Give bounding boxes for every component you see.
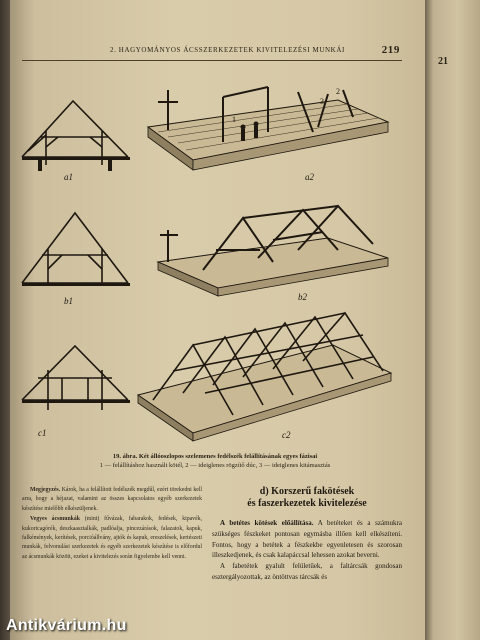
watermark-logo: Antikvárium.hu [6, 617, 127, 634]
figure-c2-assembly [133, 305, 395, 445]
figure-a1-truss [18, 95, 133, 180]
right-paragraph-1-lead: A betétes kötések előállítása. [220, 519, 314, 527]
figure-label-b2: b2 [298, 292, 307, 302]
edge-page-number: 21 [438, 56, 448, 67]
section-heading-line-2: és faszerkezetek kivitelezése [247, 498, 367, 509]
figure-label-a2: a2 [305, 172, 314, 182]
running-title: 2. HAGYOMÁNYOS ÁCSSZERKEZETEK KIVITELEZÉSI MUNKÁI [110, 46, 345, 54]
page-header [110, 46, 400, 60]
left-paragraph-2-text: (mint) fűvázak, fabarakok, fedések, kipavék, kukoricagórék, deszkaasztalkák, padlóalja, pincezárások, falazatok, kapuk, falkémények, kerítések, porcióállvány, ajtók és kapuk, ereszelések, kertészeti munkák, felvonulási szerkezetek és egyéb szerkezetek készítése is előfordul az ácsmunkák között, ezeket a kivitelezés során figyelembe kell venni. [22, 516, 203, 560]
figure-label-b1: b1 [64, 296, 73, 306]
header-rule [22, 60, 402, 61]
callout-2: 2 [336, 87, 340, 96]
figure-caption [30, 452, 400, 470]
figure-c1-truss [18, 330, 133, 420]
left-paragraph-1 [22, 486, 202, 514]
left-paragraph-1-text: Károk, ha a felállított fedélszék megdűl, ezért törekedni kell arra, hogy a héjazat, valamint az összes kapcsolatos egyéb szerkezetek készítése mielőbb elkészüljenek. [22, 487, 203, 512]
callout-1: 1 [232, 115, 236, 124]
right-paragraph-2-text: A fabetétek gyalult felületűek, a faltárcsák gondosan esztergályozottak, az öntöttvas tárcsák és [212, 562, 402, 581]
page-number: 219 [381, 44, 400, 56]
caption-line-1: 19. ábra. Két állóoszlopos szelemenes fedélszék felállításának egyes fázisai [112, 453, 318, 460]
callout-3: 3 [320, 97, 324, 106]
figure-label-c2: c2 [282, 430, 291, 440]
right-column [212, 486, 402, 583]
left-paragraph-2 [22, 515, 202, 562]
figure-label-c1: c1 [38, 428, 47, 438]
caption-line-2: 1 — felállításhoz használt kötél, 2 — ideiglenes rögzítő dúc, 3 — ideiglenes kitámasztás [99, 462, 331, 469]
left-column [22, 486, 202, 563]
left-paragraph-1-lead: Megjegyzés. [30, 487, 61, 493]
right-paragraph-1 [212, 518, 402, 561]
section-heading-line-1: d) Korszerű fakötések [259, 486, 355, 497]
figure-a2-assembly [138, 82, 393, 192]
figure-label-a1: a1 [64, 172, 73, 182]
right-paragraph-1-text: A betéteket és a számukra szükséges fészkeket pontosan egymásba illően kell elkészíteni. Fontos, hogy a betétek a fészkekbe egyenletesen és szorosan illeszkedjenek, és csak kalapáccsal lehessen azokat beverni. [212, 519, 402, 560]
right-paragraph-2 [212, 561, 402, 583]
section-heading [212, 486, 402, 510]
figure-b2-assembly [148, 200, 393, 300]
figure-b1-truss [18, 205, 133, 300]
left-paragraph-2-lead: Vegyes ácsmunkák [30, 516, 81, 523]
next-page-edge [425, 0, 480, 640]
